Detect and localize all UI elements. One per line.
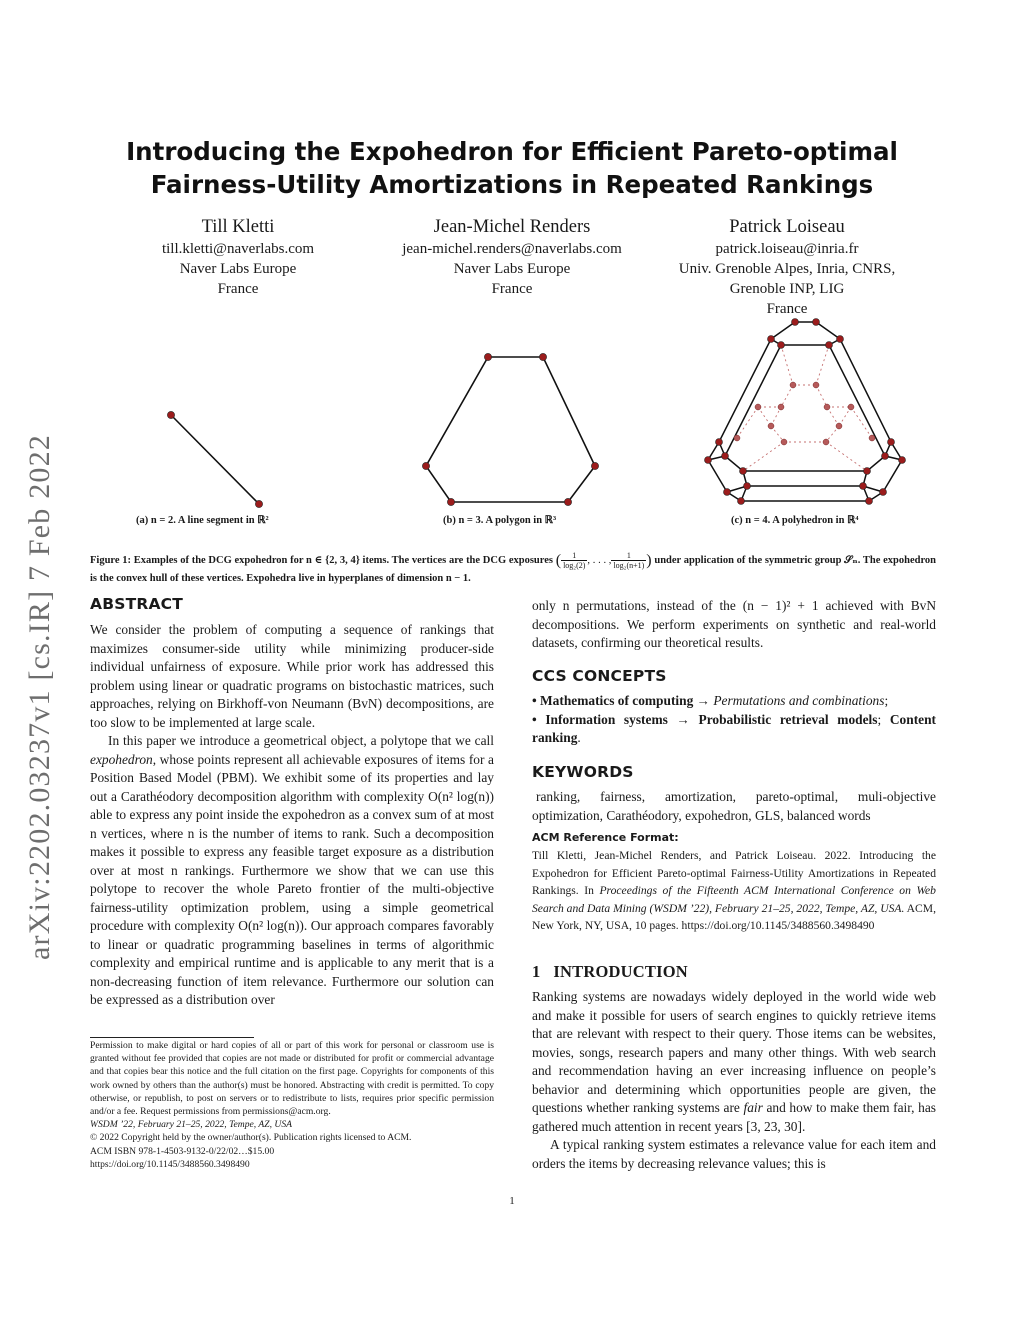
ccs-body <box>532 692 936 748</box>
intro-text: Ranking systems are nowadays widely deployed in the world wide web and make it possible for users of search engines to quickly retrieve items that are relevant with respect to their query. Those items can be websites, movies, songs, research papers and many other things. With web search and recommendation having an ever increasing influence on people’s behavior and determining which opportunities people are given, the questions whether ranking systems are <box>532 989 936 1115</box>
fraction-denominator: log₂(n+1) <box>613 561 645 570</box>
exposure-fraction-1 <box>561 551 587 570</box>
figure-1c-polyhedron <box>695 310 925 515</box>
isbn-text: ACM ISBN 978-1-4503-9132-0/22/02…$15.00 <box>90 1145 275 1157</box>
arxiv-identifier: arXiv:2202.03237v1 [cs.IR] 7 Feb 2022 <box>23 433 56 960</box>
author-country: France <box>491 281 533 297</box>
caption-paren-close: ) <box>646 552 652 569</box>
figure-caption <box>90 551 936 587</box>
abstract-body <box>90 621 494 1010</box>
doi-text: https://doi.org/10.1145/3488560.3498490 <box>90 1158 250 1170</box>
reference-text: ACM, New York, NY, USA, 10 pages. https://doi.org/10.1145/3488560.3498490 <box>532 901 936 932</box>
caption-text-1: Figure 1: Examples of the DCG expohedron for n ∈ {2, 3, 4} items. The vertices are the DCG exposures <box>90 554 553 566</box>
ccs-italic: Permutations and combinations <box>713 693 885 708</box>
subfigure-caption-b: (b) n = 3. A polygon in ℝ³ <box>443 515 557 526</box>
abstract-emphasis: expohedron <box>90 751 153 767</box>
author-name: Jean-Michel Renders <box>433 217 591 237</box>
copyright-text: © 2022 Copyright held by the owner/author(s). Publication rights licensed to ACM. <box>90 1132 412 1144</box>
author-country: France <box>766 301 808 317</box>
author-affiliation: Univ. Grenoble Alpes, Inria, CNRS, <box>678 261 896 277</box>
author-name: Patrick Loiseau <box>729 217 845 237</box>
abstract-paragraph-1: We consider the problem of computing a sequence of rankings that maximizes consumer-side utility while minimizing producer-side individual unfairness of exposure. While prior work has addressed this problem using linear or quadratic programs on bistochastic matrices, such approaches, relying on Birkhoff-von Neumann (BvN) decompositions, are too slow to be implemented at large scale. <box>90 622 494 730</box>
ccs-punct: . <box>577 730 581 745</box>
keywords-text: ranking, fairness, amortization, pareto-optimal, muli-objective optimization, Carathéodory, expohedron, GLS, balanced words <box>532 789 936 823</box>
abstract-heading: ABSTRACT <box>90 595 184 613</box>
author-email: jean-michel.renders@naverlabs.com <box>402 241 622 257</box>
author-email: till.kletti@naverlabs.com <box>161 241 315 257</box>
author-country: France <box>217 281 259 297</box>
fraction-ellipsis: , . . . , <box>587 554 612 566</box>
exposure-fraction-2 <box>611 551 646 570</box>
introduction-heading: 1 INTRODUCTION <box>532 962 688 981</box>
author-affiliation: Naver Labs Europe <box>179 261 297 277</box>
vertex-point <box>484 353 491 360</box>
ccs-bold: Content ranking <box>532 711 936 745</box>
caption-text-2: under application of the symmetric group 𝒮ₙ. The expohedron is the convex hull of these vertices. Expohedra live in hyperplanes of dimension n − 1. <box>90 554 937 584</box>
introduction-paragraph-1 <box>532 988 936 1136</box>
conference-info-text: WSDM ’22, February 21–25, 2022, Tempe, AZ, USA <box>90 1119 292 1131</box>
author-block-1 <box>88 215 388 299</box>
vertex-point <box>255 500 262 507</box>
fraction-denominator: log₂(2) <box>563 561 586 570</box>
author-block-3 <box>637 215 937 319</box>
page-number: 1 <box>509 1195 515 1207</box>
reference-text: Till Kletti, Jean-Michel Renders, and Patrick Loiseau. 2022. Introducing the Expohedron for Efficient Pareto-optimal Fairness-Utility Amortizations in Repeated Rankings. In <box>532 849 936 897</box>
vertex-point <box>167 411 174 418</box>
author-affiliation: Naver Labs Europe <box>453 261 571 277</box>
author-block-2 <box>362 215 662 299</box>
introduction-paragraph-2: A typical ranking system estimates a relevance value for each item and orders the items by decreasing relevance values; this is <box>532 1137 936 1171</box>
vertex-point <box>422 462 429 469</box>
vertex-point <box>591 462 598 469</box>
title-line-2: Fairness-Utility Amortizations in Repeated Rankings <box>150 170 874 199</box>
subfigure-caption-c: (c) n = 4. A polyhedron in ℝ⁴ <box>731 515 859 526</box>
abstract-text: In this paper we introduce a geometrical object, a polytope that we call <box>108 733 494 748</box>
reference-emphasis: Proceedings of the Fifteenth ACM International Conference on Web Search and Data Mining (WSDM ’22), February 21–25, 2022, Tempe, AZ, USA. <box>532 884 936 915</box>
abstract-paragraph-2 <box>90 732 494 1010</box>
ccs-punct: ; <box>884 693 889 708</box>
intro-text: and how to make them fair, has gathered much attention in recent years [3, 23, 30]. <box>532 1100 936 1134</box>
fraction-numerator: 1 <box>561 551 587 561</box>
abstract-continued: only n permutations, instead of the (n − 1)² + 1 achieved with BvN decompositions. We perform experiments on synthetic and real-world datasets, confirming our theoretical results. <box>532 598 936 650</box>
author-affiliation-2: Grenoble INP, LIG <box>729 281 845 297</box>
acm-reference-text <box>532 847 936 935</box>
caption-paren-open: ( <box>555 552 562 569</box>
introduction-body <box>532 988 936 1173</box>
subfigure-caption-a: (a) n = 2. A line segment in ℝ² <box>136 515 269 526</box>
abstract-text: , whose points represent all achievable exposures of items for a Position Based Model (PBM). We exhibit some of its properties and lay out a Carathéodory decomposition algorithm with complexity O(n² log(n)) able to express any point inside the expohedron as a convex sum of at most n vertices, where n is the number of items to rank. Such a decomposition makes it possible to express any feasible target exposure as a distribution over at most n rankings. Furthermore we show that we can use this polytope to recover the whole Pareto frontier of the multi-objective fairness-utility optimization problem, using a simple geometrical procedure with complexity O(n² log(n)). Our approach compares favorably to linear or quadratic programming baselines in terms of algorithmic complexity and empirical runtime and is applicable to any merit that is a non-decreasing function of item relevance. Furthermore our solution can be expressed as a distribution over <box>90 751 494 1007</box>
intro-emphasis: fair <box>743 1100 763 1115</box>
vertex-point <box>539 353 546 360</box>
visible-edges <box>708 322 902 501</box>
inner-vertices <box>734 382 875 445</box>
conference-info <box>90 1118 494 1131</box>
ccs-line-2 <box>532 711 936 748</box>
footnote-rule <box>90 1037 254 1038</box>
segment-edge <box>171 415 259 504</box>
ccs-heading: CCS CONCEPTS <box>532 667 667 685</box>
ccs-bold: • Information systems → Probabilistic retrieval models <box>532 711 878 727</box>
acm-reference-heading: ACM Reference Format: <box>532 831 679 844</box>
ccs-bold: • Mathematics of computing → <box>532 693 714 708</box>
figure-1a-line-segment <box>150 400 290 520</box>
vertex-point <box>447 498 454 505</box>
author-email: patrick.loiseau@inria.fr <box>715 241 859 257</box>
polygon-edges <box>426 357 595 502</box>
permission-notice <box>90 1039 494 1171</box>
vertex-point <box>564 498 571 505</box>
permission-text: Permission to make digital or hard copies of all or part of this work for personal or classroom use is granted without fee provided that copies are not made or distributed for profit or commercial advantage and that copies bear this notice and the full citation on the first page. Copyrights for components of this work owned by others than the author(s) must be honored. Abstracting with credit is permitted. To copy otherwise, or republish, to post on servers or to redistribute to lists, requires prior specific permission and/or a fee. Request permissions from permissions@acm.org. <box>90 1040 494 1118</box>
keywords-heading: KEYWORDS <box>532 763 634 781</box>
title-line-1: Introducing the Expohedron for Efficient Pareto-optimal <box>126 137 898 166</box>
paper-title <box>100 135 924 201</box>
ccs-line-1 <box>532 692 936 711</box>
ccs-punct: ; <box>877 711 890 727</box>
figure-1b-polygon <box>415 345 605 515</box>
fraction-numerator: 1 <box>611 551 646 561</box>
author-name: Till Kletti <box>201 217 275 237</box>
